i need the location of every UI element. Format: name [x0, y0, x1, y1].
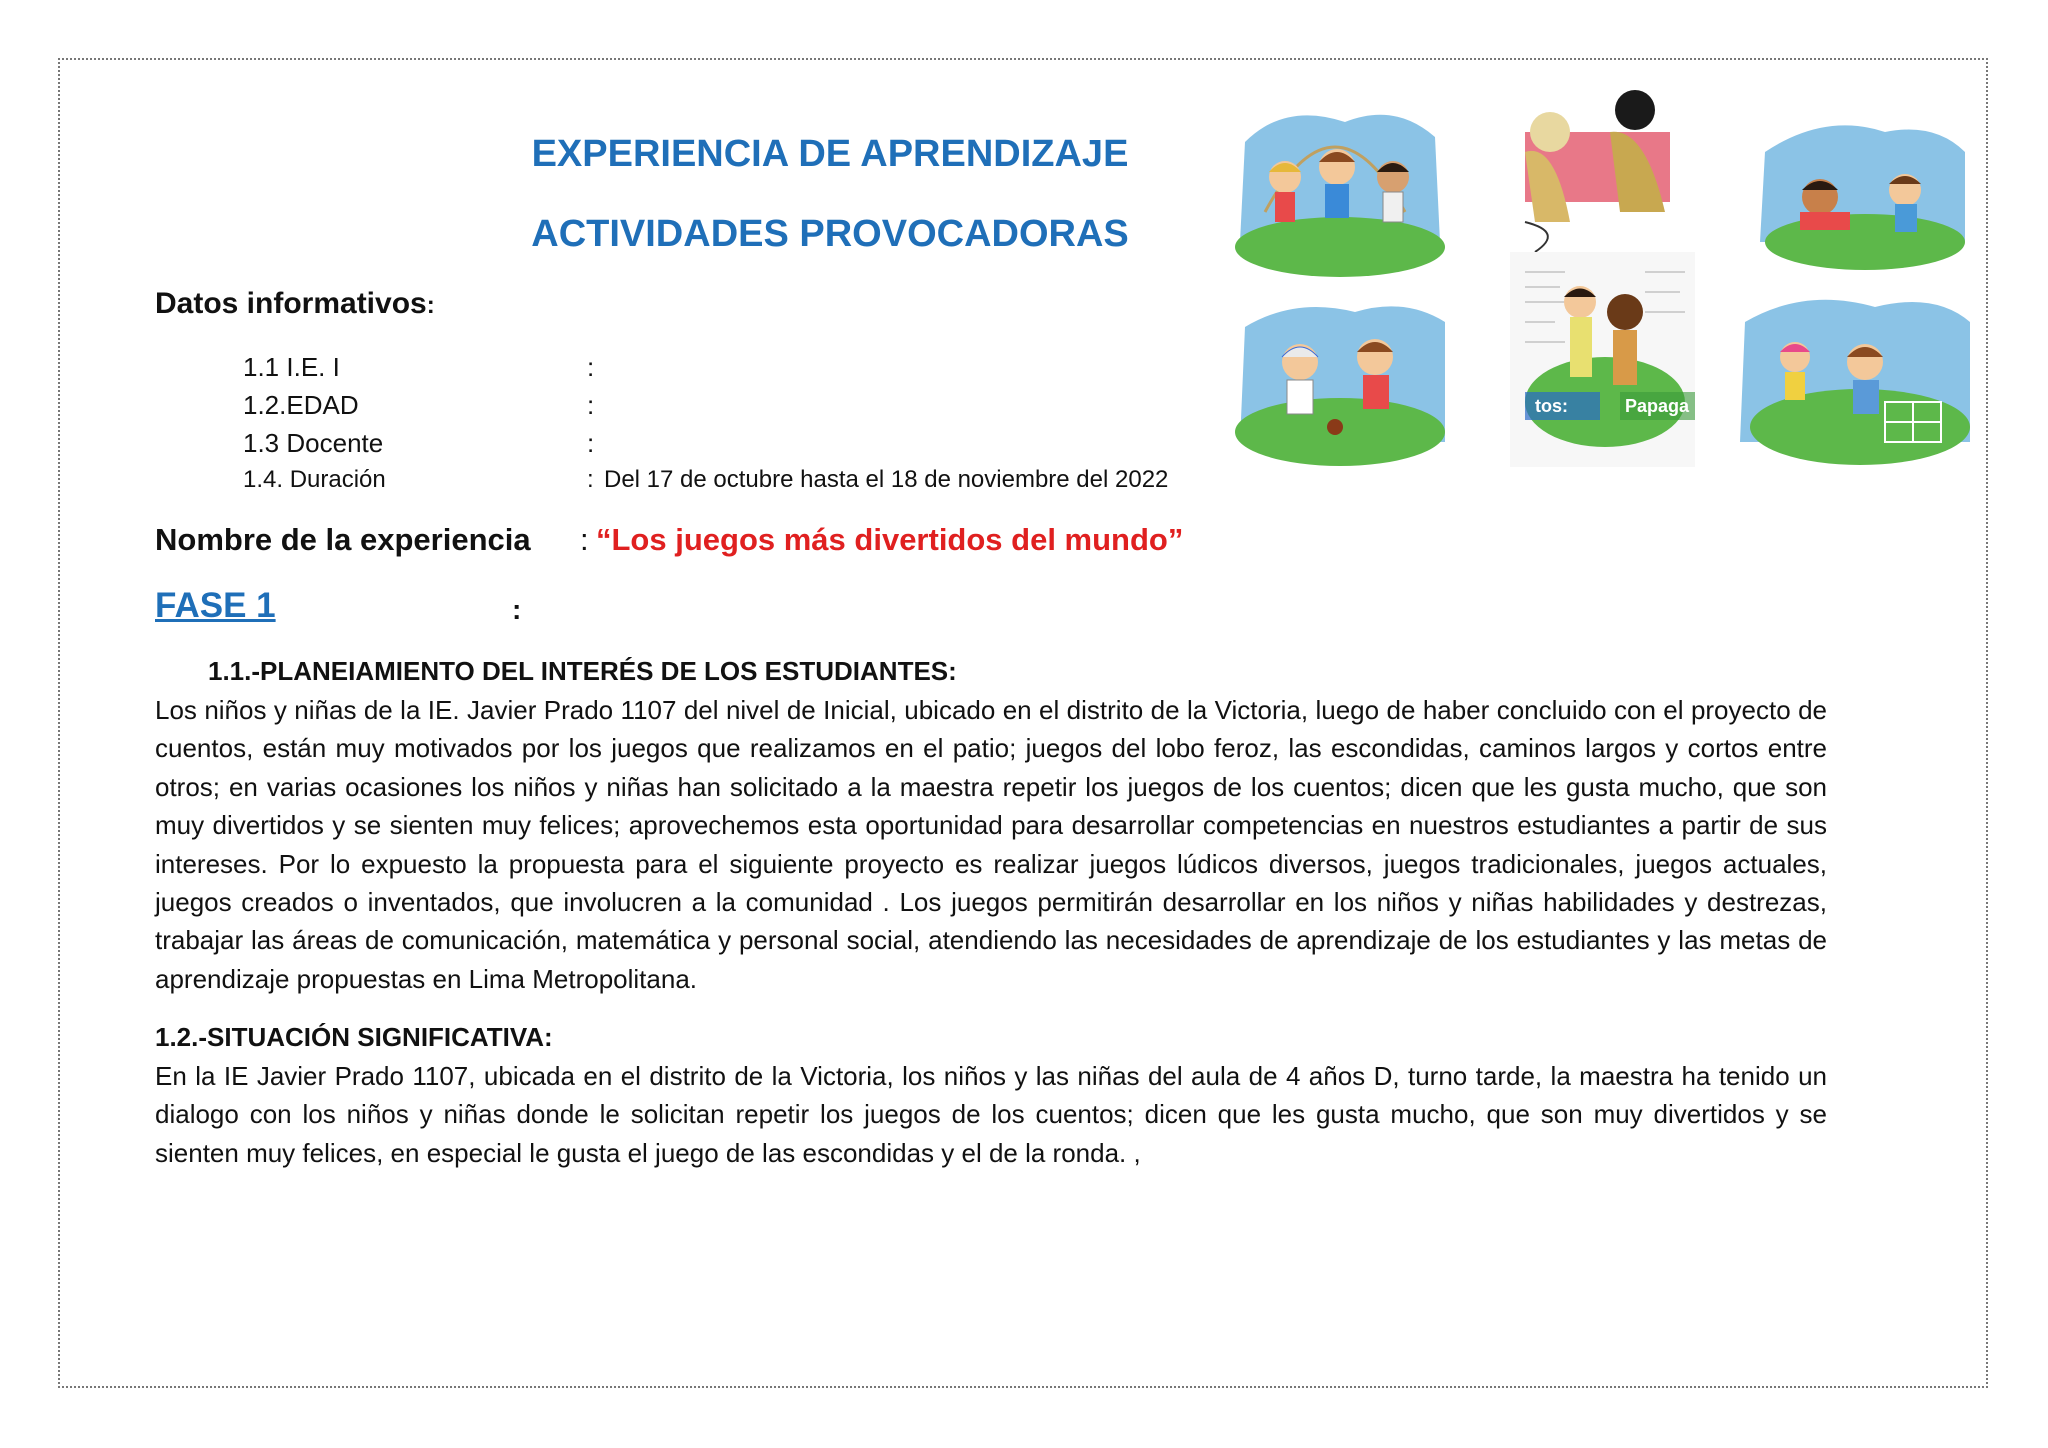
info-colon-docente: :	[587, 428, 595, 458]
fase-heading: FASE 1	[155, 586, 276, 625]
info-colon-duracion: :	[587, 466, 594, 493]
poster-text-tos: tos:	[1535, 396, 1568, 416]
info-label-docente: 1.3 Docente	[243, 428, 384, 458]
info-label-edad: 1.2.EDAD	[243, 390, 359, 420]
children-playing-illustration	[1225, 72, 1975, 492]
hopscotch-scene	[1740, 300, 1970, 465]
jump-rope-scene	[1235, 115, 1445, 277]
info-value-duracion: Del 17 de octubre hasta el 18 de noviembre del 2022	[604, 466, 1169, 493]
section2-paragraph: En la IE Javier Prado 1107, ubicada en el distrito de la Victoria, los niños y las niñas del aula de 4 años D, turno tarde, la maestra ha tenido un dialogo con los niños y niñas donde le solicitan repetir los juegos de los cuentos; dicen que les gusta mucho, que son muy divertidos y se sienten muy felices, en especial le gusta el juego de las escondidas y el de la ronda. ,	[155, 1061, 1827, 1168]
info-colon-ie: :	[587, 352, 595, 382]
title-actividades: ACTIVIDADES PROVOCADORAS	[531, 213, 1129, 255]
poster-scene	[1510, 252, 1695, 467]
datos-heading: Datos informativos:	[155, 287, 435, 320]
marbles-scene	[1760, 125, 1965, 270]
info-label-ie: 1.1 I.E. I	[243, 352, 340, 382]
section1-paragraph: Los niños y niñas de la IE. Javier Prado 1107 del nivel de Inicial, ubicado en el distrito de la Victoria, luego de haber concluido con el proyecto de cuentos, están muy motivados por los juegos que realizamos en el patio; juegos del lobo feroz, las escondidas, caminos largos y cortos entre otros; en varias ocasiones los niños y niñas han solicitado a la maestra repetir los juegos de los cuentos; dicen que les gusta mucho, que son muy divertidos y se sienten muy felices; aprovechemos esta oportunidad para desarrollar competencias en nuestros estudiantes a partir de sus intereses. Por lo expuesto la propuesta para el siguiente proyecto es realizar juegos lúdicos diversos, juegos tradicionales, juegos actuales, juegos creados o inventados, que involucren a la comunidad . Los juegos permitirán desarrollar en los niños y niñas habilidades y destrezas, trabajar las áreas de comunicación, matemática y personal social, atendiendo las necesidades de aprendizaje de los estudiantes y las metas de aprendizaje propuestas en Lima Metropolitana.	[155, 695, 1827, 994]
fase-colon: :	[512, 594, 522, 625]
title-experiencia: EXPERIENCIA DE APRENDIZAJE	[531, 133, 1129, 175]
info-label-duracion: 1.4. Duración	[243, 466, 386, 493]
section1-heading: 1.1.-PLANEIAMIENTO DEL INTERÉS DE LOS ESTUDIANTES:	[208, 656, 957, 686]
cat-mouse-scene	[1525, 90, 1670, 252]
poster-text-papaga: Papaga	[1625, 396, 1690, 416]
experiencia-colon: :	[580, 522, 589, 557]
section2-heading: 1.2.-SITUACIÓN SIGNIFICATIVA:	[155, 1022, 553, 1052]
experiencia-label: Nombre de la experiencia	[155, 522, 531, 557]
ball-game-scene	[1235, 306, 1445, 466]
experiencia-title: “Los juegos más divertidos del mundo”	[596, 522, 1184, 557]
info-colon-edad: :	[587, 390, 595, 420]
